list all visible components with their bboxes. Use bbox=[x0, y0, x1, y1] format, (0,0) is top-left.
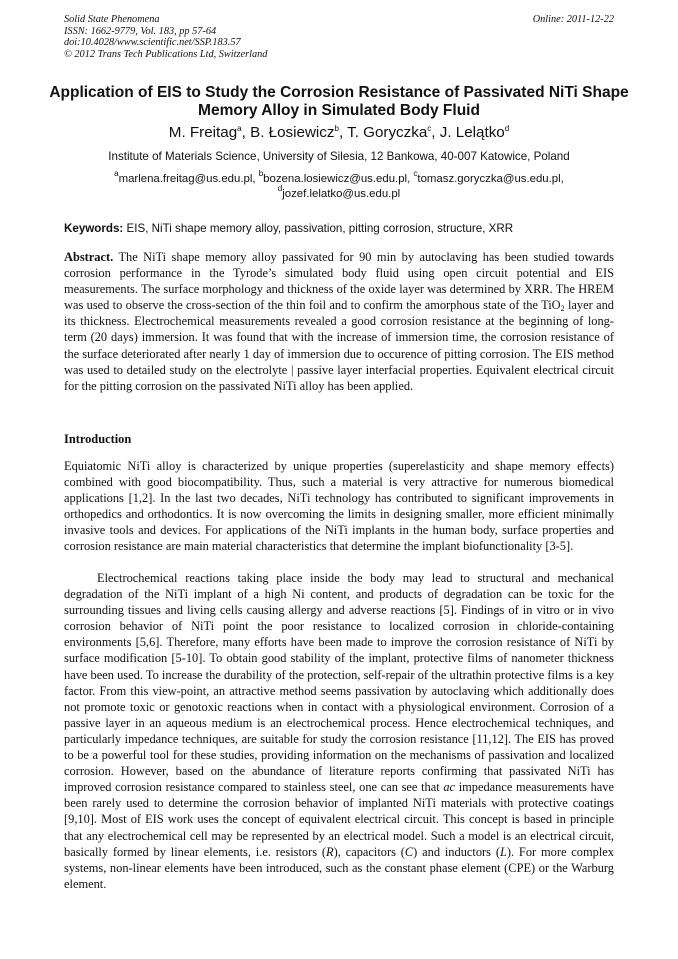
email-address: tomasz.goryczka@us.edu.pl, bbox=[417, 173, 564, 185]
para2-italic-l: L bbox=[499, 844, 507, 859]
email-mark: a bbox=[114, 169, 119, 178]
online-date: Online: 2011-12-22 bbox=[532, 14, 614, 25]
para2-text-d: ) and inductors ( bbox=[413, 844, 500, 859]
journal-header bbox=[64, 14, 614, 60]
author-mark: c bbox=[427, 124, 432, 133]
author-mark: d bbox=[504, 124, 510, 133]
affiliation: Institute of Materials Science, University of Silesia, 12 Bankowa, 40-007 Katowice, Poland bbox=[108, 150, 570, 163]
email-mark: d bbox=[277, 183, 283, 193]
para2-italic-c: C bbox=[404, 844, 414, 859]
journal-name: Solid State Phenomena bbox=[64, 14, 160, 25]
email-mark: b bbox=[258, 169, 264, 178]
email-mark: c bbox=[413, 169, 418, 178]
author-list: M. Freitag$^a$, B. Łosiewicz$^b$, T. Goryczka$^c$, J. Lelątko$^d$ bbox=[168, 124, 510, 141]
para2-text-a: Electrochemical reactions taking place inside the body may lead to structural and mechanical degradation of the NiTi implant of a high Ni content, and products of degradation can be toxic for the surrounding tissues and living cells causing allergy and adverse reactions [5]. Findings of in vitro or in vivo corrosion behavior of NiTi point the poor resistance to localized corrosion in chloride-containing environments [5,6]. Therefore, many efforts have been made to improve the corrosion resistance of NiTi by surface modification [5-10]. To obtain good stability of the implant, protective films of nanometer thickness have been used. To increase the durability of the protection, self-repair of the ultrathin protective films is a key factor. From this view-point, an attractive method seems passivation by autoclaving which additionally does not promote toxic or genotoxic reactions when in contact with a physiological environment. Corrosion of a passive layer in an aqueous medium is an electrochemical process. Hence electrochemical techniques, and particularly impedance techniques, are suitable for study the corrosion resistance [11,12]. The EIS has proved to be a powerful tool for these studies, providing information on the mechanisms of passivation and localized corrosion. However, based on the abundance of literature reports confirming that passivated NiTi has improved corrosion resistance compared to stainless steel, one can see that bbox=[64, 571, 614, 795]
para2-text-c: ), capacitors ( bbox=[333, 844, 405, 859]
abstract-text-2: layer and its thickness. Electrochemical measurements revealed a good corrosion resistance at the beginning of long-term (20 days) immersion. It was found that with the increase of immersion time, the corrosion resistance of the surface deteriorated after nearly 1 day of immersion due to occurence of pitting corrosion. The EIS method was used to detailed study on the electrolyte | passive layer interfacial properties. Equivalent electrical circuit for the pitting corrosion on the passivated NiTi alloy has been applied. bbox=[64, 298, 614, 393]
introduction-paragraph-1: Equiatomic NiTi alloy is characterized by unique properties (superelasticity and shape memory effects) combined with good biocompatibility. Thus, such a material is very attractive for numerous biomedical applications [1,2]. In the last two decades, NiTi technology has contributed to significant improvements in orthopedics and orthodontics. It is now overcoming the limits in designing smaller, more efficient minimally invasive tools and devices. For applications of the NiTi implants in the human body, surface properties and corrosion resistance are main material characteristics that determine the implant biofunctionality [3-5]. bbox=[64, 459, 614, 554]
abstract bbox=[64, 249, 614, 394]
copyright-line: © 2012 Trans Tech Publications Ltd, Switzerland bbox=[64, 48, 268, 60]
abstract-text-1: The NiTi shape memory alloy passivated for 90 min by autoclaving has been studied towards corrosion performance in the Tyrode’s simulated body fluid using open circuit potential and EIS measurements. The surface morphology and thickness of the oxide layer was determined by XRR. The HREM was used to observe the cross-section of the thin foil and to confirm the amorphous state of the TiO bbox=[64, 250, 614, 313]
email-address: bozena.losiewicz@us.edu.pl, bbox=[263, 173, 411, 185]
para2-text-e: ). For more complex systems, non-linear elements have been introduced, such as the constant phase element (CPE) or the Warburg element. bbox=[64, 844, 614, 891]
keywords-text: EIS, NiTi shape memory alloy, passivation, pitting corrosion, structure, XRR bbox=[126, 222, 514, 235]
abstract-subscript: 2 bbox=[560, 304, 565, 314]
author-name: J. Lelątko bbox=[439, 124, 505, 141]
para2-italic-ac: ac bbox=[443, 780, 456, 795]
author-mark: a bbox=[237, 124, 242, 133]
author-name: B. Łosiewicz bbox=[250, 124, 335, 141]
introduction-paragraph-2 bbox=[64, 570, 614, 892]
email-list bbox=[60, 169, 618, 201]
author-name: M. Freitag bbox=[168, 124, 238, 141]
abstract-label: Abstract. bbox=[64, 250, 114, 264]
doi-line: doi:10.4028/www.scientific.net/SSP.183.57 bbox=[64, 37, 241, 49]
introduction-heading: Introduction bbox=[64, 432, 132, 446]
issn-line: ISSN: 1662-9779, Vol. 183, pp 57-64 bbox=[64, 25, 217, 37]
journal-info bbox=[64, 14, 614, 60]
paper-title: Application of EIS to Study the Corrosion Resistance of Passivated NiTi Shape Memory Alloy in Simulated Body Fluid bbox=[49, 84, 629, 119]
author-name: T. Goryczka bbox=[347, 124, 428, 141]
para2-text-b: impedance measurements have been rarely used to determine the corrosion behavior of implanted NiTi materials with protective coatings [9,10]. Most of EIS work uses the concept of equivalent electrical circuit. This concept is based in principle that any electrochemical cell may be represented by an electrical model. Such a model is an electrical circuit, basically formed by linear elements, i.e. resistors ( bbox=[64, 780, 614, 859]
keywords-label: Keywords: bbox=[64, 222, 124, 235]
email-address: jozef.lelatko@us.edu.pl bbox=[282, 187, 401, 200]
para2-italic-r: R bbox=[326, 844, 334, 859]
email-address: marlena.freitag@us.edu.pl, bbox=[118, 173, 256, 185]
author-mark: b bbox=[334, 124, 339, 133]
keywords bbox=[64, 222, 614, 236]
